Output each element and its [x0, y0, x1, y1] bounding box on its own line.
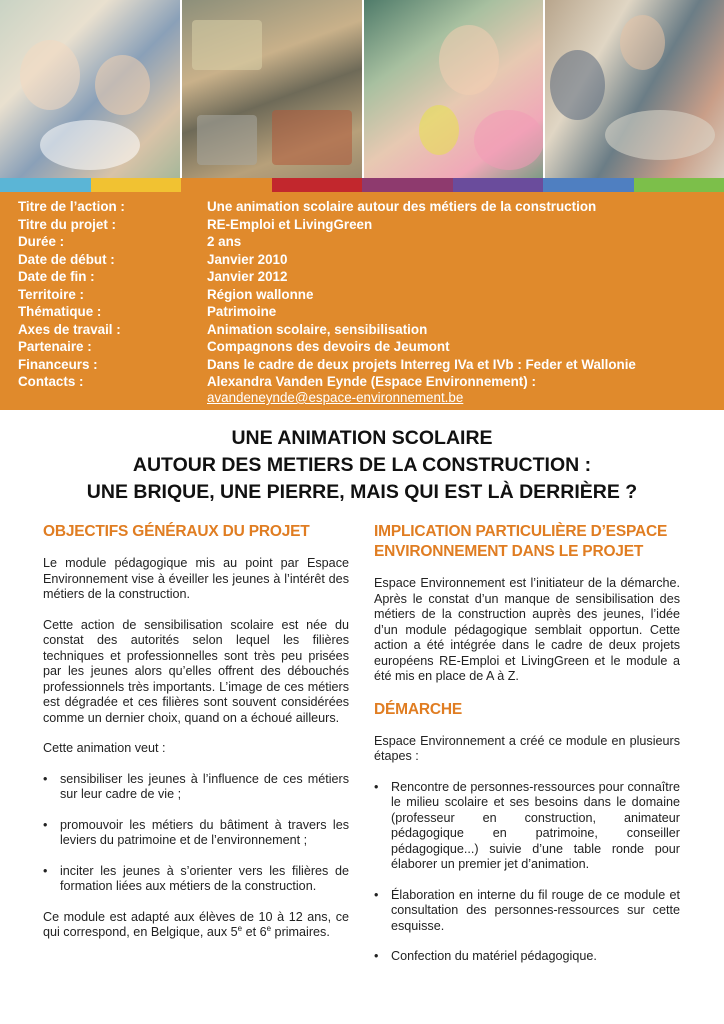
- info-value: Région wallonne: [207, 286, 314, 302]
- photo-building-materials: [182, 0, 363, 178]
- info-label: Axes de travail :: [18, 321, 121, 337]
- list-item: • inciter les jeunes à s’orienter vers les filières de formation liées aux métiers de la construction.: [43, 864, 349, 895]
- text-fragment: et 6: [242, 925, 267, 939]
- list-item: • Élaboration en interne du fil rouge de ce module et consultation des personnes-ressources sur cette esquisse.: [374, 888, 680, 935]
- color-bar-segment: [634, 178, 724, 192]
- color-bar-segment: [543, 178, 634, 192]
- objectives-list: [43, 772, 349, 895]
- info-label: Contacts :: [18, 374, 84, 389]
- paragraph: Espace Environnement est l’initiateur de la démarche. Après le constat d’un manque de sensibilisation des métiers de la construction auprès des jeunes, l’idée d’un module pédagogique semblait opportun. Cette action a été intégrée dans le cadre de deux projets européens RE-Emploi et LivingGreen et le module a été mis en place de A à Z.: [374, 576, 680, 683]
- paragraph: Cette animation veut :: [43, 741, 166, 755]
- steps-list: [374, 780, 680, 965]
- photo-children-at-table: [0, 0, 180, 178]
- right-column: [374, 522, 680, 980]
- headline-line: AUTOUR DES METIERS DE LA CONSTRUCTION :: [132, 454, 592, 476]
- list-item: • Rencontre de personnes-ressources pour connaître le milieu scolaire et ses besoins dans le domaine (professeur en construction, animateur pédagogique en patrimoine, conseiller pédagogique...) suivie d’une table ronde pour élaborer un premier jet d’animation.: [374, 780, 680, 873]
- info-value: Animation scolaire, sensibilisation: [207, 321, 428, 337]
- headline-line: UNE ANIMATION SCOLAIRE: [231, 427, 493, 449]
- info-value: 2 ans: [207, 234, 242, 249]
- paragraph: Espace Environnement a créé ce module en plusieurs étapes :: [374, 733, 680, 763]
- headline-line: UNE BRIQUE, UNE PIERRE, MAIS QUI EST LÀ DERRIÈRE ?: [86, 481, 638, 503]
- info-label: Partenaire :: [18, 339, 92, 354]
- info-label: Date de début :: [18, 251, 115, 267]
- contact-email-link[interactable]: avandeneynde@espace-environnement.be: [207, 390, 464, 405]
- info-value: Une animation scolaire autour des métiers de la construction: [207, 199, 597, 214]
- info-label: Thématique :: [18, 304, 102, 319]
- section-title-demarche: DÉMARCHE: [374, 700, 462, 718]
- info-value: Patrimoine: [207, 304, 277, 319]
- page-headline: [0, 425, 724, 506]
- info-label: Titre de l’action :: [18, 199, 125, 214]
- superscript: e: [266, 923, 272, 933]
- info-label: Titre du projet :: [18, 216, 116, 232]
- color-bar-segment: [0, 178, 91, 192]
- info-value: Alexandra Vanden Eynde (Espace Environnement) :: [207, 374, 536, 389]
- paragraph: Cette action de sensibilisation scolaire est née du constat des autorités selon lequel les filières techniques et professionnelles sont très peu prisées par les jeunes alors qu’elles offrent des débouchés professionnels très importants. L’image de ces métiers est dégradée et ces filières sont souvent considérées comme un dernier choix, quand on a échoué ailleurs.: [43, 617, 349, 725]
- info-value: Janvier 2012: [207, 269, 288, 284]
- color-bar-segment: [453, 178, 543, 192]
- info-value: Compagnons des devoirs de Jeumont: [207, 339, 450, 354]
- left-column: [43, 522, 349, 956]
- info-label: Territoire :: [18, 286, 84, 302]
- list-item: • Confection du matériel pédagogique.: [374, 949, 680, 965]
- superscript: e: [237, 923, 243, 933]
- photo-strip: [0, 0, 724, 178]
- info-value: RE-Emploi et LivingGreen: [207, 216, 373, 232]
- color-bar-segment: [272, 178, 362, 192]
- list-item: • sensibiliser les jeunes à l’influence de ces métiers sur leur cadre de vie ;: [43, 772, 349, 803]
- photo-teacher-with-students: [545, 0, 724, 178]
- paragraph: Le module pédagogique mis au point par Espace Environnement vise à éveiller les jeunes à l’intérêt des métiers de la construction.: [43, 556, 349, 601]
- section-title-objectifs: OBJECTIFS GÉNÉRAUX DU PROJET: [43, 523, 310, 540]
- section-title-implication: IMPLICATION PARTICULIÈRE D’ESPACE ENVIRONNEMENT DANS LE PROJET: [374, 523, 668, 560]
- color-bar: [0, 178, 724, 192]
- color-bar-segment: [181, 178, 272, 192]
- color-bar-segment: [362, 178, 453, 192]
- info-label: Date de fin :: [18, 269, 95, 284]
- photo-smiling-girl: [364, 0, 543, 178]
- text-fragment: primaires.: [271, 925, 330, 939]
- color-bar-segment: [91, 178, 181, 192]
- list-item: • promouvoir les métiers du bâtiment à travers les leviers du patrimoine et de l’environnement ;: [43, 818, 349, 849]
- info-value: Janvier 2010: [207, 251, 288, 267]
- info-value: Dans le cadre de deux projets Interreg IVa et IVb : Feder et Wallonie: [207, 356, 636, 372]
- paragraph-age-range: [43, 910, 349, 941]
- info-label: Durée :: [18, 234, 65, 249]
- info-label: Financeurs :: [18, 356, 98, 372]
- text-fragment: Ce module est adapté aux élèves de 10 à 12 ans, ce qui correspond, en Belgique, aux 5: [43, 909, 349, 939]
